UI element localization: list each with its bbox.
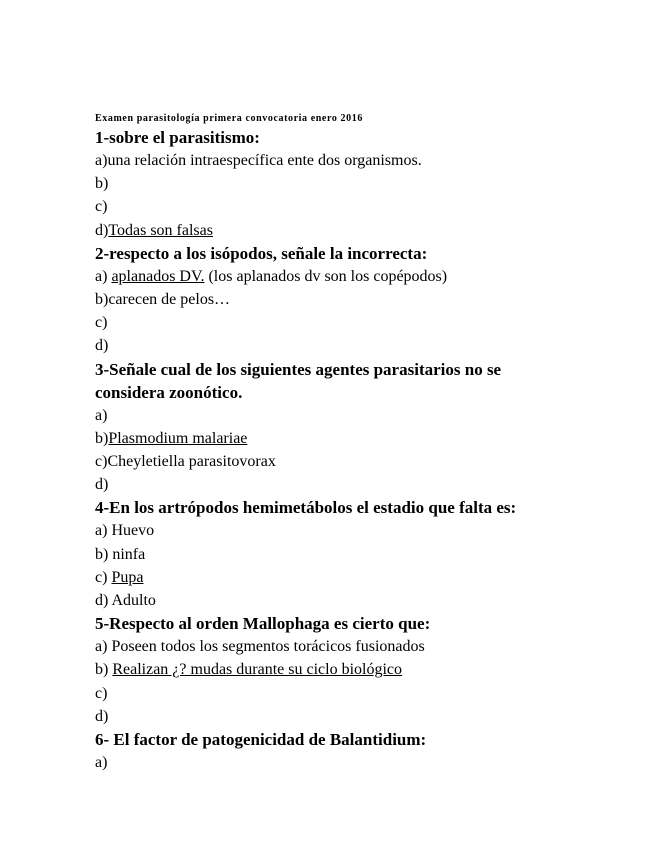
question-title: 4-En los artrópodos hemimetábolos el estadio que falta es: [95, 498, 517, 518]
option-c [95, 195, 575, 218]
option-prefix: a) [95, 522, 112, 540]
option-text-underlined: Realizan ¿? mudas durante su ciclo biológico [112, 661, 403, 679]
option-prefix: d) [95, 707, 109, 725]
option-text: Huevo [111, 522, 155, 540]
question-2 [95, 242, 575, 358]
question-4 [95, 496, 575, 612]
option-prefix: d) [95, 337, 109, 355]
option-prefix: c) [95, 453, 108, 471]
question-title: 3-Señale cual de los siguientes agentes parasitarios no se considera zoonótico. [95, 359, 502, 402]
option-text-underlined: Pupa [111, 568, 144, 586]
option-prefix: c) [95, 198, 108, 216]
option-prefix: a) [95, 638, 112, 656]
option-text-underlined: Plasmodium malariae [108, 429, 248, 447]
option-a [95, 635, 575, 658]
question-title: 6- El factor de patogenicidad de Balantidium: [95, 730, 427, 750]
option-prefix: a) [95, 754, 108, 772]
option-b [95, 172, 575, 195]
option-a [95, 519, 575, 542]
option-prefix: c) [95, 314, 108, 332]
option-prefix: b) [95, 545, 113, 563]
option-d [95, 589, 575, 612]
question-title: 5-Respecto al orden Mallophaga es cierto que: [95, 614, 431, 634]
option-text: Cheyletiella parasitovorax [107, 453, 276, 471]
option-a [95, 404, 575, 427]
question-1 [95, 126, 575, 242]
question-5 [95, 612, 575, 728]
option-prefix: a) [95, 152, 108, 169]
option-b [95, 543, 575, 566]
option-text: ninfa [112, 545, 146, 563]
option-text: Adulto [111, 592, 156, 610]
option-b [95, 427, 575, 450]
option-b [95, 658, 575, 681]
option-prefix: b) [95, 429, 109, 447]
option-d [95, 705, 575, 728]
option-b [95, 288, 575, 311]
option-c [95, 566, 575, 589]
option-a [95, 149, 575, 172]
option-text-underlined: Todas son falsas [108, 221, 213, 239]
option-text: una relación intraespecífica ente dos organismos. [107, 152, 422, 169]
option-d [95, 219, 575, 242]
option-c [95, 450, 575, 473]
option-prefix: c) [95, 684, 108, 702]
option-d [95, 473, 575, 496]
document-page [95, 112, 575, 774]
question-6 [95, 728, 575, 774]
document-header: Examen parasitología primera convocatoria enero 2016 [95, 113, 363, 124]
option-prefix: d) [95, 221, 109, 239]
question-3 [95, 358, 575, 497]
question-title: 1-sobre el parasitismo: [95, 128, 260, 147]
option-a [95, 751, 575, 774]
option-d [95, 334, 575, 357]
option-text: carecen de pelos… [108, 291, 231, 309]
option-note: (los aplanados dv son los copépodos) [204, 267, 448, 285]
option-text-underlined: aplanados DV. [111, 267, 205, 285]
option-prefix: b) [95, 175, 109, 193]
option-prefix: d) [95, 476, 109, 494]
option-c [95, 311, 575, 334]
option-prefix: a) [95, 267, 112, 285]
option-prefix: c) [95, 568, 112, 586]
option-prefix: b) [95, 291, 109, 309]
option-prefix: a) [95, 406, 108, 424]
option-prefix: d) [95, 592, 112, 610]
option-prefix: b) [95, 661, 113, 679]
option-text: Poseen todos los segmentos torácicos fusionados [111, 638, 425, 656]
option-a [95, 265, 575, 288]
question-title: 2-respecto a los isópodos, señale la incorrecta: [95, 243, 428, 263]
option-c [95, 682, 575, 705]
